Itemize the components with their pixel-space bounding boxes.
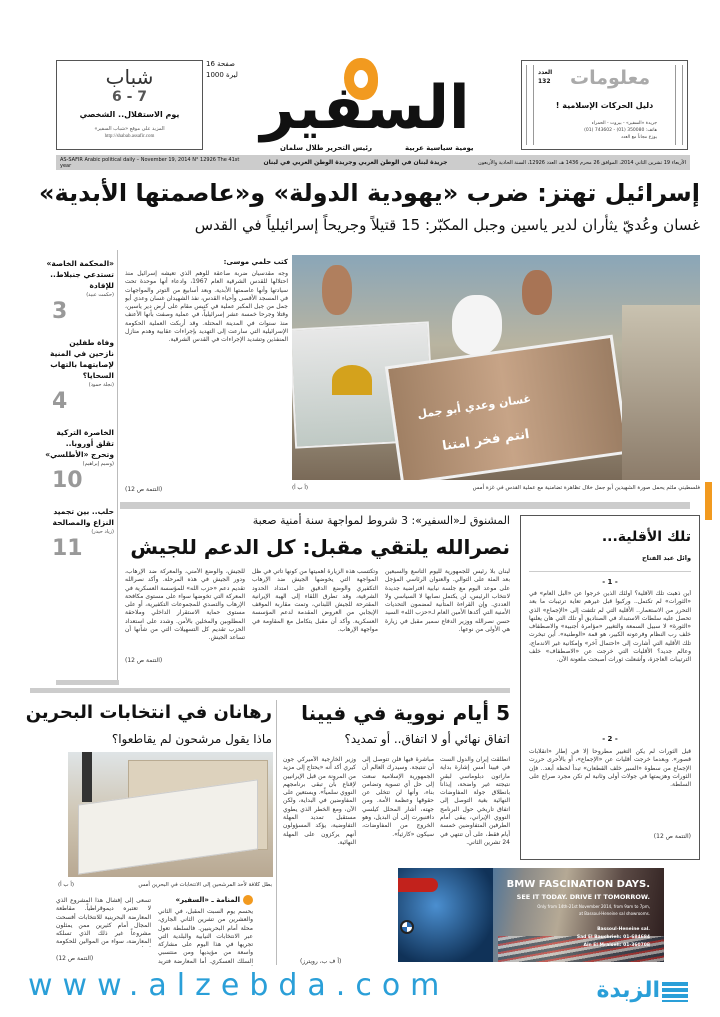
bmw-logo-icon (400, 920, 414, 934)
lead-header (20, 176, 700, 236)
index-item[interactable] (44, 258, 114, 325)
vienna-col: مباشرة فيها فلن تتوصل إلى أن تنتيجة. وسيدرك العالم أن الجمهورية الإسلامية سعت إلى حل أي تسوية وتضامن بناء، وأنها لن تتخلى عن حقوقها وعظمة الأمة. ومن جهته، أشار المحلل كيلسي دافنبورت إلى أن البديل، وهو الخروج من المفاوضات، سيكون «كارثياً». (362, 756, 434, 838)
index-title: حلب.. بين تجميد النزاع والمصالحة (52, 507, 114, 527)
ad-headline: BMW FASCINATION DAYS. (506, 879, 650, 890)
photo-caption: فلسطيني ملثم يحمل صورة الشهيدين أبو جمل خلال تظاهرة تضامنية مع عملية القدس في غزة أمس (472, 485, 700, 491)
index-page: 4 (52, 389, 68, 414)
column-divider (276, 700, 277, 965)
column-body: قبل الثورات لم يكن التغيير مطروحاً إلا في إطار «انقلابات قصور». وبعدما خرجت أقليات عن «الإجماع»، أو بالأحرى حررت الإجماع من سطوة «السير خلف القطعان» تبدأ لحظة أبعد.. فإن الثورات وهزيمتها في جولات أولى وثانية لم تكن مجرد صراع على السلطة. (529, 748, 691, 789)
bahrain-col: يحسم يوم السبت المقبل، في الثاني والعشرين من تشرين الثاني الجاري، محلة أمام البحرينيين. فالسلطة تعول عبر الانتخابات النيابية والبلدية التي تجريها في هذا اليوم على مشاركة واسعة من مؤيديها ومن منتسبي السلك العسكري. أما المعارضة فتريد (158, 908, 253, 965)
bmw-ad[interactable] (398, 868, 664, 962)
column-title[interactable]: تلك الأقلية... (601, 529, 691, 545)
logo-text: السفير (260, 73, 470, 143)
index-author: (وسيم إبراهيم) (82, 461, 114, 467)
section-number: - 2 - (602, 735, 618, 743)
promo-pages: 6 - 7 (111, 89, 148, 105)
index-column (117, 250, 118, 680)
index-page: 3 (52, 299, 68, 324)
vienna-headline[interactable]: 5 أيام نووية في فيينا (301, 701, 510, 725)
column-author: وائل عبد الفتاح (529, 554, 691, 572)
index-page: 11 (52, 536, 83, 561)
index-item[interactable] (44, 427, 114, 494)
footer-logo (588, 978, 688, 1008)
section-divider (30, 688, 510, 693)
bahrain-headline[interactable]: رهانان في انتخابات البحرين (25, 702, 272, 723)
promo-title: شباب (105, 65, 154, 89)
lead-headline[interactable]: إسرائيل تهتز: ضرب «يهودية الدولة» و«عاصمتها الأبدية» (39, 179, 700, 207)
index-title: وفاة طفلين نازحين في المنية لإصابتهما بالتهاب السحايا؟ (50, 338, 114, 380)
vienna-subheadline: اتفاق نهائي أو لا اتفاق.. أو تمديد؟ (344, 732, 510, 746)
continued-link[interactable]: (التتمة ص 12) (56, 955, 94, 962)
logo-text: الزبدة (596, 978, 660, 1003)
bahrain-col: تسعى إلى إفشال هذا المشروع الذي لا تعتبره ديموقراطياً. مقاطعة المعارضة البحرينية للانتخابات أفسحت المجال أمام كثيرين ممن يمثلون مشروعاً غير ذلك الذي تسلكه المعارضة، سواء من الموالين للحكومة (56, 897, 151, 946)
index-author: (زياد حيدر) (91, 529, 114, 535)
lead-body: وجه مقدسيان ضربة صاعقة للوهم الذي تعيشه إسرائيل منذ احتلالها للقدس الشرقية العام 1967، وادعاء أنها موحدة تحت سيادتها وأنها عاصمتها الأبدية. وبعد أسابيع من التوتر والمواجهات في المسجد الأقصى وأحياء القدس، نفذ الشهيدان غسان وعدي أبو جمل من جبل المكبر عملية في كنيس مقام على أرض دير ياسين، وقتلا وجرحا خمسة عشر إسرائيلياً، في عملية وصفت بأنها الأعنف منذ سنوات في المدينة المحتلة. وقد أربكت العملية الحكومة الإسرائيلية التي سارعت إلى التهديد بإجراءات عقابية وهدم منازل المنفذين وتشديد الإجراءات في القدس الشرقية. (125, 270, 288, 344)
lead-subheadline: غسان وعُديّ يثأران لدير ياسين وجبل المكبّر: 15 قتيلاً وجريحاً إسرائيلياً في القدس (194, 216, 700, 234)
footer-url[interactable]: www.alzebda.com (28, 968, 450, 1003)
continued-link[interactable]: (التتمة ص 12) (653, 833, 691, 840)
index-item[interactable] (44, 506, 114, 562)
sun-icon (243, 895, 253, 905)
nasrallah-col: لبنان بلا رئيس للجمهورية لليوم التاسع والسبعين بعد المئة على التوالي. والعنوان الرئاسي المؤجل على موعد اليوم مع جلسة نيابية افتراضية جديدة لانتخاب الرئيس، لن يكتمل نصابها لا السياسي ولا العددي. وإن القراءة المتأنية لمضمون التحديات الأمنية التي أكدها الأمين العام لـ«حزب الله» السيد حسن نصرالله ووزير الدفاع سمير مقبل في زيارة هي الأولى من نوعها. (385, 568, 510, 634)
photo-sign-text: غسان وعدي أبو جمل (416, 392, 532, 421)
index-list (44, 258, 114, 562)
promo-line: يوزع مجاناً مع العدد (621, 135, 657, 140)
ad-dealer: Bassoul-Heneine sal. (597, 927, 650, 932)
bahrain-photo (68, 752, 273, 877)
editor: رئيس التحرير طلال سلمان (280, 144, 373, 152)
ad-text: Only from 14th-21st November 2014, from 9am to 7pm, (537, 904, 650, 909)
source-credit: (أ ف ب، رويترز) (300, 958, 342, 965)
index-item[interactable] (44, 337, 114, 415)
index-title: «المحكمة الخاصة» تستدعي جنبلاط.. للإفادة (46, 259, 114, 290)
masthead-logo (245, 58, 485, 143)
continued-link[interactable]: (التتمة ص 12) (125, 657, 163, 664)
issue-number: 132 (538, 78, 551, 85)
ad-text: at Bassoul-Heneine sal showrooms. (579, 911, 650, 916)
ad-phone: Sad El Bauchrieh: 01-684684 (576, 935, 650, 940)
index-author: (نجلة حمود) (88, 382, 114, 388)
promo-headline: يوم الاستقلال.. الشخصي (79, 110, 180, 119)
promo-title: معلومات (570, 67, 651, 89)
nasrallah-col: للجيش، والوضع الأمني، والمعركة ضد الإرهاب، ودور الجيش في هذه المرحلة. وأكد نصرالله تقديم دعم «حزب الله» للمؤسسة العسكرية في المعركة التي تخوضها سواء على مستوى مكافحة الإرهاب والتصدي للمجموعات التكفيرية، أو على مستوى حماية الاستقرار الداخلي وملاحقة المطلوبين والمخلين بالأمن. وشدد على استعداد الحزب تقديم كل التسهيلات التي من شأنها أن تساعد الجيش. (125, 568, 245, 642)
index-title: الخاصرة التركية تقلق أوروبا.. وتحرج «الأطلسي» (45, 428, 114, 459)
nasrallah-kicker: المشنوق لـ«السفير»: 3 شروط لمواجهة سنة أمنية صعبة (252, 514, 510, 527)
nasrallah-headline[interactable]: نصرالله يلتقي مقبل: كل الدعم للجيش (130, 535, 510, 559)
lead-photo (292, 255, 700, 480)
promo-box-shabab[interactable] (56, 60, 203, 150)
info-right: الأربعاء 19 تشرين الثاني 2014، الموافق 26 محرم 1436 هـ، العدد 12926، السنة الحادية والأربعون (478, 159, 686, 166)
bahrain-subheadline: ماذا يقول مرشحون لم يقاطعوا؟ (111, 732, 272, 746)
accent-bar (705, 482, 712, 520)
section-number: - 1 - (602, 578, 618, 586)
promo-headline: دليل الحركات الإسلامية ! (555, 101, 654, 110)
section-label: المنامة ـ «السفير» (175, 896, 240, 904)
photo-sign-text: انتم فخر امتنا (441, 426, 531, 455)
continued-link[interactable]: (التتمة ص 12) (125, 486, 163, 493)
promo-box-maalomat[interactable] (521, 60, 688, 150)
section-divider (120, 502, 690, 509)
photo-credit: (أ ب أ) (58, 882, 75, 888)
info-bar (56, 155, 690, 170)
lead-byline: كتب حلمي موسى: (223, 258, 288, 266)
opinion-column (520, 515, 700, 860)
price: 1000 ليرة (206, 71, 238, 79)
info-center: جريدة لبنان في الوطن العربي وجريدة الوطن العربي في لبنان (263, 159, 448, 166)
issue-label: العدد (538, 69, 553, 76)
index-page: 10 (52, 468, 83, 493)
ad-tagline: SEE IT TODAY. DRIVE IT TOMORROW. (516, 893, 650, 901)
vienna-col: انطلقت إيران والدول الست في فيينا أمس إشارة بداية ماراتون دبلوماسي لبقي نتيجته غير واضحة، إيذاناً بانطلاق جولة المفاوضات النهائية بغية التوصل إلى اتفاق تاريخي حول البرنامج النووي الإيراني، يبقى أمام الطرفين المتفاوضين خمسة أيام فقط، على أن تنتهي في 24 تشرين الثاني. (440, 756, 510, 846)
promo-url[interactable]: http://shabab.assafir.com (104, 134, 155, 139)
tagline: يومية سياسية عربية (405, 144, 474, 152)
promo-line: جريدة «السفير» - بيروت - الحمراء (591, 121, 657, 126)
column-body: أين ذهبت تلك الأقلية؟ أولئك الذين خرجوا عن «البل العام» في «الثورات» لم تكتمل.. وركبوا قبل غيرهم تعاية ترتيبات ما بعد التحرر من الاستعمار.. الأقلية التي لم تلتفت إلى «الإجماع» الذي تحصل عليه سلطات الاستبداد في الصناديق أو تلك التي هان يعلنها «الثورة» لا سبيل السمعة والتغيير «مؤامرة أجنبية» والاصطفاف خلف رب النظام وفرعونه الكبير، هو قمة «الوطنية». أين تبخرت تلك الأقلية التي أشارت إلى «احتمال آخر» وإمكانية غير الاندماج، وعالم جديد؟ الأقليات التي خرجت عن «الاصطفاف» خلف الترتيبات العاجزة، وأشعلت ثورات أصبحت ملعونة الآن. (529, 590, 691, 664)
photo-caption: بطل كلافة لأحد المرشحين إلى الانتخابات في البحرين أمس (138, 882, 272, 888)
info-left: AS-SAFIR Arabic political daily – November 19, 2014 N° 12926 The 41st year (60, 156, 240, 169)
promo-line: هاتف: 350080 (01) - 743602 (01) (584, 128, 657, 133)
ad-phone: Ain El Mraiseh: 01-360708 (583, 943, 650, 948)
index-author: (حكمت عبيد) (86, 292, 114, 298)
nasrallah-col: وتكتسب هذه الزيارة أهميتها من كونها تأتي في ظل المواجهة التي يخوضها الجيش ضد الإرهاب التكفيري والوضع الدقيق على امتداد الحدود الشرقية، وقد تطرق اللقاء إلى الهبة الإيرانية المقترحة للجيش اللبناني، وتمت مقاربة الموقف الإيجابي من العروض المقدمة لدعم المؤسسة العسكرية. وأكد أن مقبل يتكامل مع المقاومة في مواجهة الإرهاب. (252, 568, 378, 634)
divider (56, 680, 119, 685)
promo-line: المزيد على موقع «شباب السفير» (94, 126, 165, 132)
vienna-col: وزير الخارجية الأميركي جون كيري أكد أنه «يحتاج إلى مزيد من المرونة من قبل الإيرانيين لإقناع بأن تبقى برنامجهم النووي سلمياً». ويستعين على المفاوضين في البداية، ولكن الآن، ومع الخطر الذي يطوي مستقبل تمديد المهلة التفاوضية، يؤكد المسؤولون أنهم يركزون على المهلة النهائية. (283, 756, 356, 846)
page-count: 16 صفحة (206, 60, 235, 68)
photo-credit: (أ ب أ) (292, 485, 309, 491)
menu-lines-icon (662, 982, 688, 1002)
